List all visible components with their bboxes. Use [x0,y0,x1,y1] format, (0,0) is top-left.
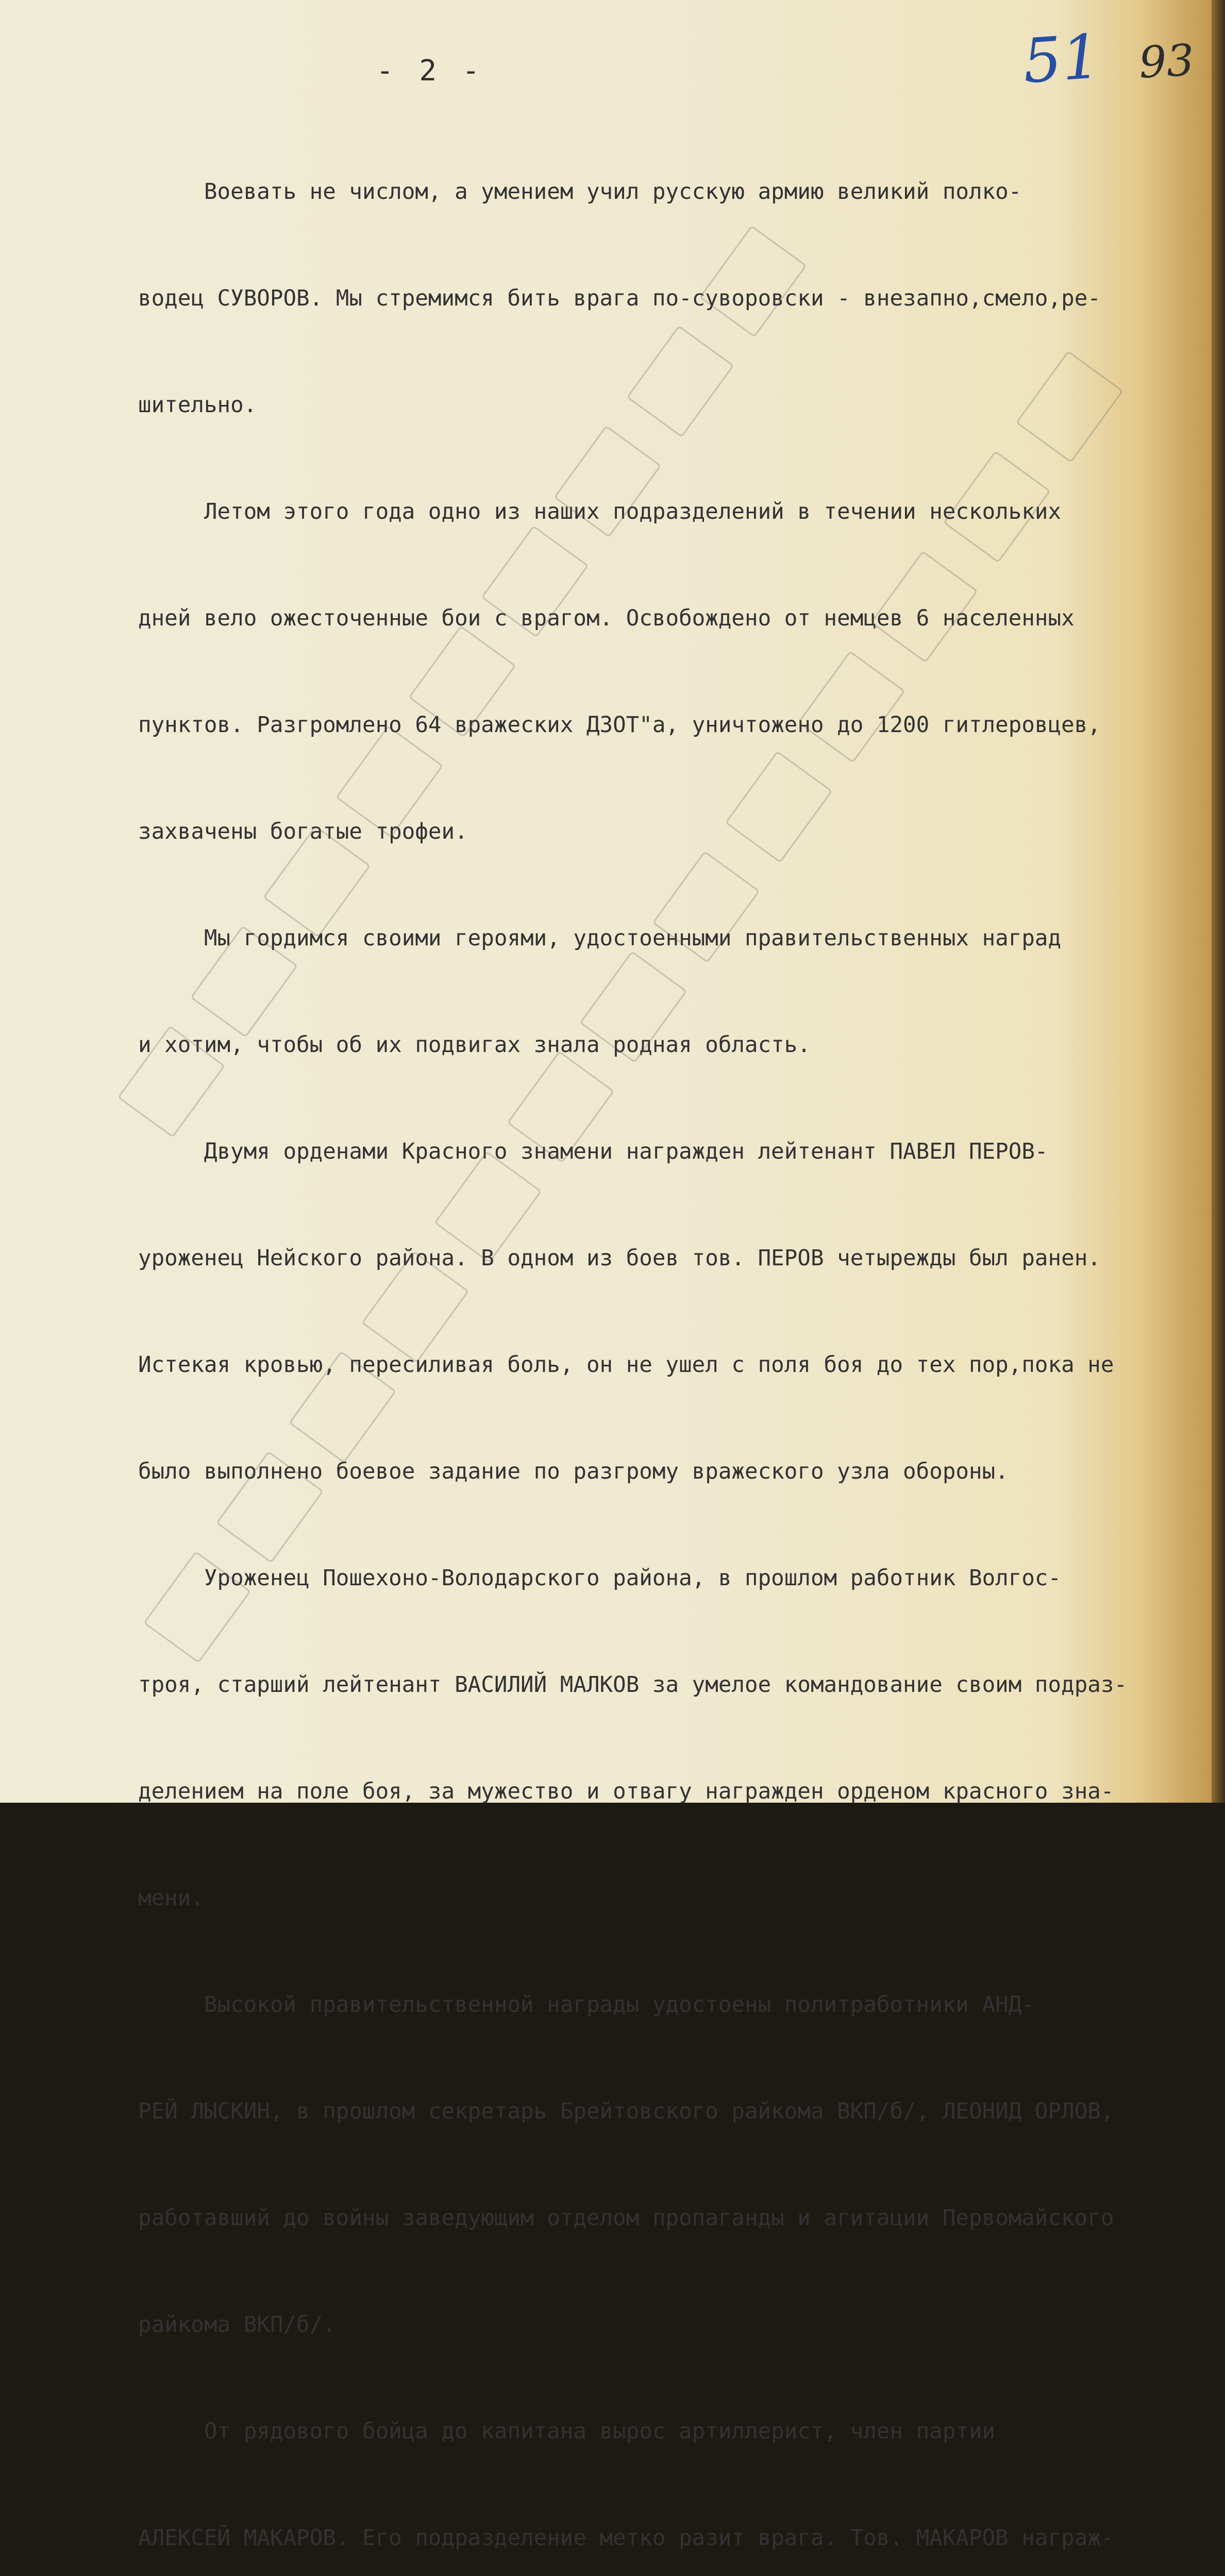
text-line: райкома ВКП/б/. [138,2312,336,2337]
text-line: Уроженец Пошехоно-Володарского района, в прошлом работник Волгос- [138,1566,1062,1591]
text-line: РЕЙ ЛЫСКИН, в прошлом секретарь Брейтовского райкома ВКП/б/, ЛЕОНИД ОРЛОВ, [138,2099,1114,2124]
text-line: уроженец Нейского района. В одном из боев тов. ПЕРОВ четырежды был ранен. [138,1246,1101,1271]
text-line: Высокой правительственной награды удостоены политработники АНД- [138,1992,1035,2018]
text-line: Мы гордимся своими героями, удостоенными правительственных наград [138,926,1062,951]
text-line: шительно. [138,393,257,418]
archive-number-handwritten: 51 [1020,20,1103,97]
text-line: мени. [138,1886,204,1911]
text-line: троя, старший лейтенант ВАСИЛИЙ МАЛКОВ за умелое командование своим подраз- [138,1672,1128,1698]
page-number: - 2 - [376,54,484,88]
typed-body-text [138,103,1223,2576]
text-line: Летом этого года одно из наших подразделений в течении нескольких [138,499,1062,524]
text-line: пунктов. Разгромлено 64 вражеских ДЗОТ"а, уничтожено до 1200 гитлеровцев, [138,713,1101,738]
text-line: работавший до войны заведующим отделом пропаганды и агитации Первомайского [138,2206,1114,2231]
text-line: и хотим, чтобы об их подвигах знала родная область. [138,1032,811,1058]
sheet-number-handwritten: 93 [1137,35,1196,88]
text-line: делением на поле боя, за мужество и отвагу награжден орденом красного зна- [138,1779,1114,1804]
text-line: Воевать не числом, а умением учил русскую армию великий полко- [138,179,1022,205]
text-line: Истекая кровью, пересиливая боль, он не ушел с поля боя до тех пор,пока не [138,1352,1114,1378]
text-line: было выполнено боевое задание по разгрому вражеского узла обороны. [138,1459,1009,1484]
text-line: захвачены богатые трофеи. [138,819,468,844]
text-line: От рядового бойца до капитана вырос артиллерист, член партии [138,2419,996,2444]
text-line: дней вело ожесточенные бои с врагом. Освобождено от немцев 6 населенных [138,606,1075,631]
text-line: Двумя орденами Красного знамени награжден лейтенант ПАВЕЛ ПЕРОВ- [138,1139,1048,1164]
text-line: водец СУВОРОВ. Мы стремимся бить врага по-суворовски - внезапно,смело,ре- [138,286,1101,311]
text-line: АЛЕКСЕЙ МАКАРОВ. Его подразделение метко разит врага. Тов. МАКАРОВ награж- [138,2526,1114,2551]
